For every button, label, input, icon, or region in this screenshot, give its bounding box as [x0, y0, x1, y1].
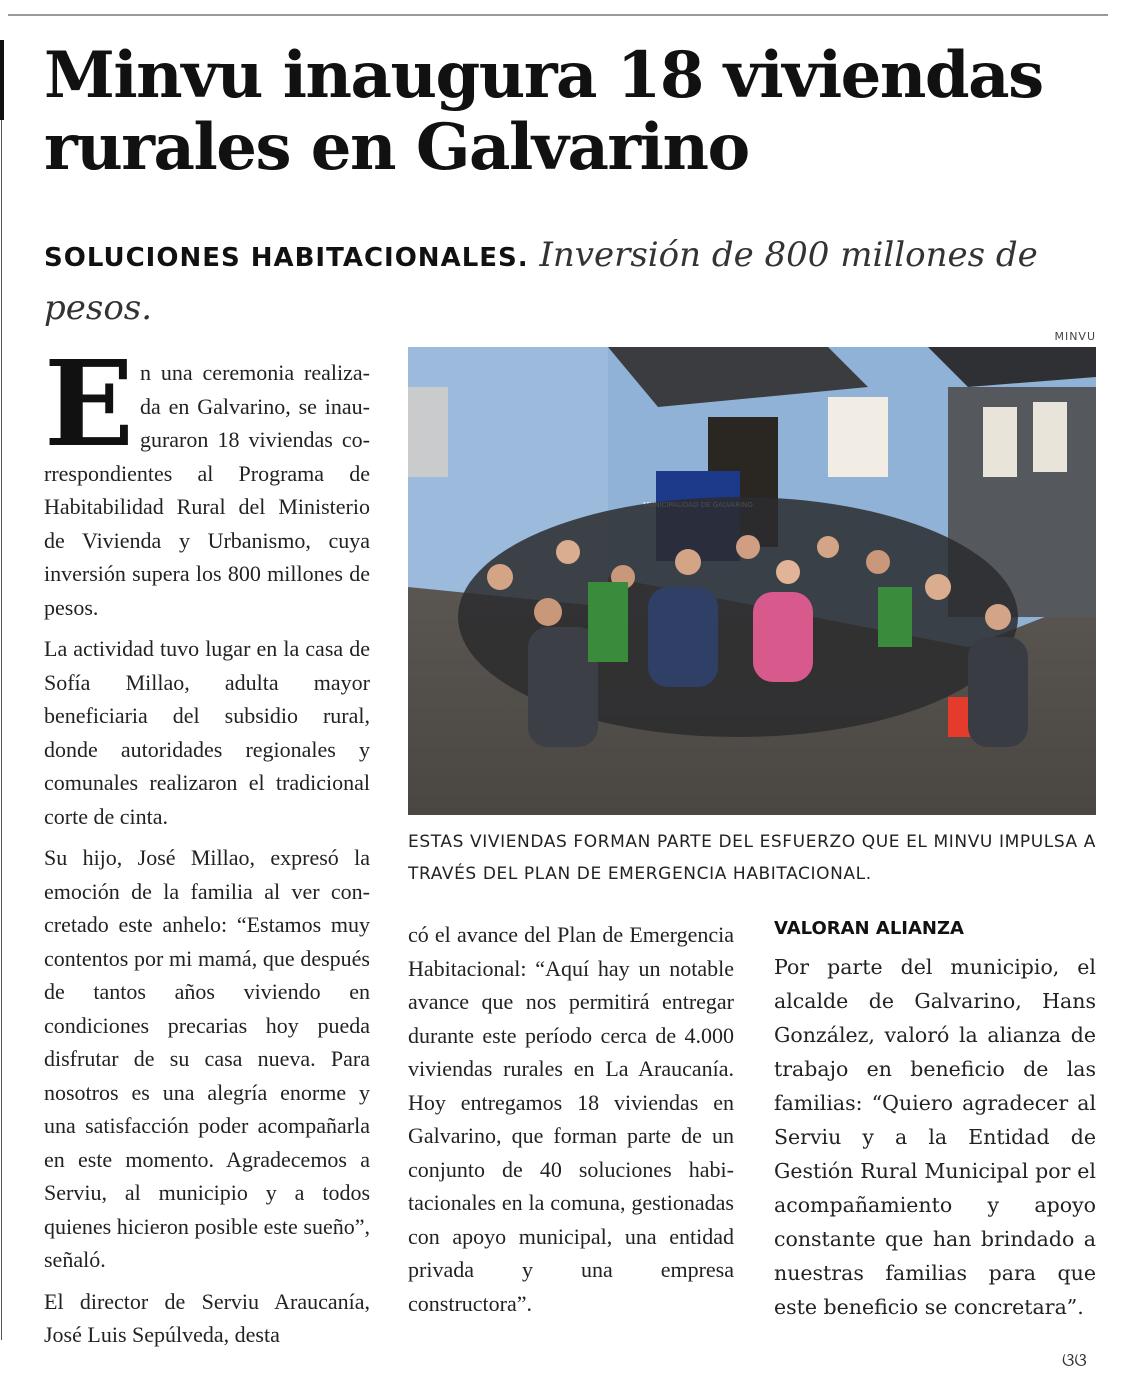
column-1	[44, 334, 370, 1352]
window-left	[408, 387, 448, 477]
paragraph-4-start: El director de Serviu Araucanía, José Luis Sepúlveda, desta	[44, 1288, 370, 1347]
column-3	[774, 950, 1096, 1324]
paragraph-1	[44, 334, 370, 624]
end-mark-icon: ଓଓ	[1062, 1350, 1087, 1371]
paragraph-2: La actividad tuvo lugar en la casa de Sofía Millao, adulta mayor beneficiaria del subsidio rural, donde autoridades regionales y comunales realizaron el tradicional corte de cinta.	[44, 636, 370, 829]
column-rule	[1, 120, 2, 1340]
window-right-1	[983, 407, 1017, 477]
subhead: VALORAN ALIANZA	[774, 918, 964, 939]
paragraph-1-text: n una ceremonia realizada en Galvarino, se inauguraron 18 viviendas correspondientes al Programa de Habitabilidad Rural del Ministerio de Vivienda y Urbanismo, cuya inversión supera los 800 millones de pesos.	[44, 360, 370, 620]
window-right-2	[1033, 402, 1067, 472]
top-rule	[8, 14, 1108, 16]
article-photo	[408, 347, 1096, 815]
headline: Minvu inaugura 18 viviendas rurales en Galvarino	[44, 38, 1043, 185]
paragraph-5: Por parte del municipio, el alcalde de Galvarino, Hans González, valoró la alianza de trabajo en beneficio de las familias: “Quiero agradecer al Serviu y a la Entidad de Gestión Rural Municipal por el acompañamiento y apoyo constante que han brindado a nuestras familias para que este beneficio se concretara”.	[774, 955, 1096, 1319]
photo-credit: MINVU	[1054, 330, 1096, 343]
photo-illustration	[408, 347, 1096, 815]
deck-text: Inversión de 800 millones de pesos.	[44, 235, 1038, 328]
section-marker-bar	[0, 40, 4, 120]
column-2	[408, 918, 734, 1320]
deck	[44, 230, 1104, 333]
window-center	[828, 397, 888, 477]
paragraph-3: Su hijo, José Millao, expresó la emoción de la familia al ver concretado este anhelo: “Estamos muy contentos por mi mamá, que después de tantos años viviendo en condiciones precarias hoy pueda disfrutar de su casa nueva. Para nosotros es una alegría enorme y una satisfacción poder acompañarla en este momento. Agradecemos a Serviu, al municipio y a todos quienes hicieron posible este sueño”, señaló.	[44, 845, 370, 1272]
photo-caption: ESTAS VIVIENDAS FORMAN PARTE DEL ESFUERZO QUE EL MINVU IMPULSA A TRAVÉS DEL PLAN DE EMERGENCIA HABITACIONAL.	[408, 832, 1096, 884]
paragraph-4-continued: có el avance del Plan de Emergencia Habitacional: “Aquí hay un notable avance que nos permitirá entregar durante este período cerca de 4.000 viviendas rurales en La Araucanía. Hoy entregamos 18 viviendas en Galvarino, que forman parte de un conjunto de 40 soluciones habitacionales en la comuna, gestionadas con apoyo municipal, una entidad privada y una empresa constructora”.	[408, 922, 734, 1316]
kicker: SOLUCIONES HABITACIONALES.	[44, 243, 529, 273]
drop-cap: E	[44, 334, 134, 473]
